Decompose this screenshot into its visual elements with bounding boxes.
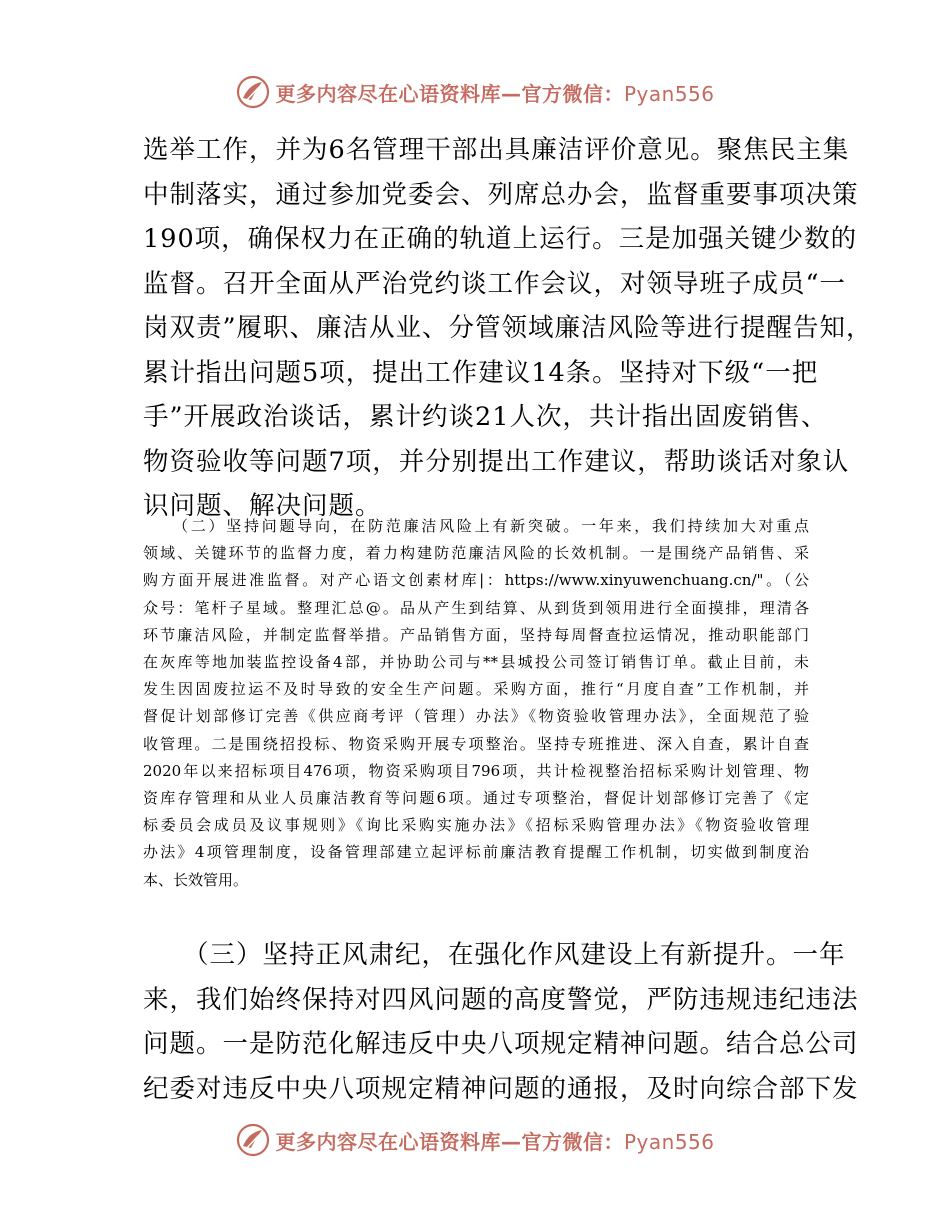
banner-text: 更多内容尽在心语资料库—官方微信：Pyan556 — [275, 81, 715, 106]
text-line: 来，我们始终保持对四风问题的高度警觉，严防违规违纪违法 — [143, 984, 859, 1015]
logo-icon — [235, 74, 271, 110]
banner-text: 更多内容尽在心语资料库—官方微信：Pyan556 — [275, 1129, 715, 1154]
header-watermark-banner — [0, 72, 950, 112]
text-line: 发生因固废拉运不及时导致的安全生产问题。采购方面，推行“月度自查”工作机制，并 — [143, 680, 809, 699]
text-line: 岗双责”履职、廉洁从业、分管领域廉洁风险等进行提醒告知， — [143, 313, 873, 343]
text-line: （三）坚持正风肃纪，在强化作风建设上有新提升。一年 — [183, 940, 846, 970]
text-line: 190项，确保权力在正确的轨道上运行。三是加强关键少数的 — [143, 224, 858, 254]
text-line: 识问题、解决问题。 — [143, 491, 382, 521]
text-line: 在灰库等地加装监控设备4部，并协助公司与**县城投公司签订销售订单。截止目前，未 — [143, 653, 809, 672]
text-line: 资库存管理和从业人员廉洁教育等问题6项。通过专项整治，督促计划部修订完善了《定 — [143, 789, 809, 808]
text-line: 纪委对违反中央八项规定精神问题的通报，及时向综合部下发 — [143, 1073, 859, 1104]
section-two-paragraph — [143, 513, 809, 894]
text-line: 累计指出问题5项，提出工作建议14条。坚持对下级“一把 — [143, 357, 819, 388]
text-line: 中制落实，通过参加党委会、列席总办会，监督重要事项决策 — [143, 179, 859, 210]
text-line: 环节廉洁风险，并制定监督举措。产品销售方面，坚持每周督查拉运情况，推动职能部门 — [143, 625, 809, 644]
text-line: 问题。一是防范化解违反中央八项规定精神问题。结合总公司 — [143, 1029, 859, 1059]
text-line: 办法》4项管理制度，设备管理部建立起评标前廉洁教育提醒工作机制，切实做到制度治 — [143, 843, 809, 862]
text-line: 督促计划部修订完善《供应商考评（管理）办法》《物资验收管理办法》，全面规范了验 — [143, 707, 809, 726]
text-line: 选举工作，并为6名管理干部出具廉洁评价意见。聚焦民主集 — [143, 135, 850, 165]
text-line: 物资验收等问题7项，并分别提出工作建议，帮助谈话对象认 — [143, 446, 850, 477]
text-line: 收管理。二是围绕招投标、物资采购开展专项整治。坚持专班推进、深入自查，累计自查 — [143, 734, 809, 753]
text-line: 2020年以来招标项目476项，物资采购项目796项，共计检视整治招标采购计划管理、物 — [143, 761, 809, 780]
text-line: 监督。召开全面从严治党约谈工作会议，对领导班子成员“一 — [143, 268, 847, 299]
text-line: 众号：笔杆子星域。整理汇总@。品从产生到结算、从到货到领用进行全面摸排，理清各 — [143, 598, 809, 617]
text-line: 领域、关键环节的监督力度，着力构建防范廉洁风险的长效机制。一是围绕产品销售、采 — [143, 544, 809, 563]
footer-watermark-banner — [0, 1120, 950, 1160]
logo-icon — [235, 1122, 271, 1158]
text-line: 本、长效管用。 — [143, 870, 249, 889]
text-line: 标委员会成员及议事规则》《询比采购实施办法》《招标采购管理办法》《物资验收管理 — [143, 816, 809, 835]
section-three-paragraph — [143, 933, 859, 1111]
text-line: 购方面开展进准监督。对产心语文创素材库|：https://www.xinyuwenchuang.cn/"。（公 — [143, 571, 809, 590]
text-line: 手”开展政治谈话，累计约谈21人次，共计指出固废销售、 — [143, 402, 828, 432]
paragraph-continuation — [143, 128, 873, 529]
text-line: （二）坚持问题导向，在防范廉洁风险上有新突破。一年来，我们持续加大对重点 — [173, 517, 809, 535]
